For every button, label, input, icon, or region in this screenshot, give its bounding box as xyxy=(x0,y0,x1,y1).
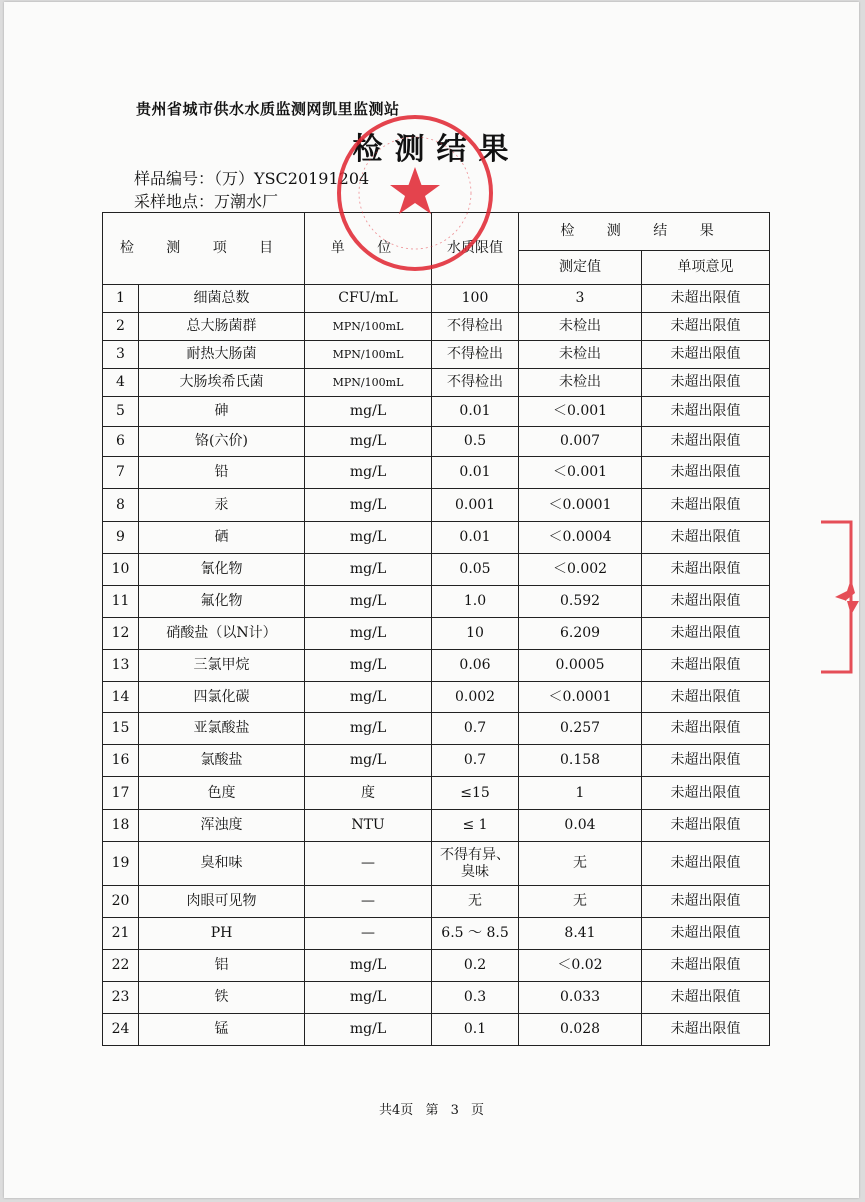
row-number: 1 xyxy=(103,285,139,313)
single-opinion: 未超出限值 xyxy=(642,777,770,810)
table-row xyxy=(103,313,770,341)
limit-value: 0.7 xyxy=(432,713,519,745)
table-row xyxy=(103,554,770,586)
table-row xyxy=(103,427,770,457)
table-row xyxy=(103,918,770,950)
table-row xyxy=(103,886,770,918)
test-item: 肉眼可见物 xyxy=(139,886,305,918)
row-number: 20 xyxy=(103,886,139,918)
limit-value: 0.001 xyxy=(432,489,519,522)
row-number: 5 xyxy=(103,397,139,427)
table-row xyxy=(103,489,770,522)
single-opinion: 未超出限值 xyxy=(642,650,770,682)
measured-value: 未检出 xyxy=(519,369,642,397)
header-limit: 水质限值 xyxy=(432,213,519,285)
row-number: 15 xyxy=(103,713,139,745)
table-row xyxy=(103,522,770,554)
limit-value: 100 xyxy=(432,285,519,313)
unit: mg/L xyxy=(305,457,432,489)
table-row xyxy=(103,341,770,369)
header-item: 检 测 项 目 xyxy=(103,213,305,285)
row-number: 6 xyxy=(103,427,139,457)
measured-value: 0.033 xyxy=(519,982,642,1014)
single-opinion: 未超出限值 xyxy=(642,313,770,341)
document-page xyxy=(4,2,859,1198)
table-row xyxy=(103,586,770,618)
measured-value: 8.41 xyxy=(519,918,642,950)
single-opinion: 未超出限值 xyxy=(642,586,770,618)
measured-value: 6.209 xyxy=(519,618,642,650)
test-item: 铬(六价) xyxy=(139,427,305,457)
limit-value: 0.06 xyxy=(432,650,519,682)
table-row xyxy=(103,650,770,682)
header-opinion: 单项意见 xyxy=(642,251,770,285)
limit-value: 0.3 xyxy=(432,982,519,1014)
row-number: 11 xyxy=(103,586,139,618)
row-number: 13 xyxy=(103,650,139,682)
unit: mg/L xyxy=(305,618,432,650)
header-results: 检 测 结 果 xyxy=(519,213,770,251)
table-row xyxy=(103,810,770,842)
single-opinion: 未超出限值 xyxy=(642,950,770,982)
limit-value: 10 xyxy=(432,618,519,650)
test-item: 铝 xyxy=(139,950,305,982)
measured-value: 0.257 xyxy=(519,713,642,745)
test-item: 氟化物 xyxy=(139,586,305,618)
unit: CFU/mL xyxy=(305,285,432,313)
page-footer xyxy=(4,1099,859,1118)
limit-value: 不得检出 xyxy=(432,313,519,341)
unit: mg/L xyxy=(305,982,432,1014)
single-opinion: 未超出限值 xyxy=(642,457,770,489)
unit: — xyxy=(305,842,432,886)
single-opinion: 未超出限值 xyxy=(642,618,770,650)
unit: — xyxy=(305,886,432,918)
measured-value: ＜0.002 xyxy=(519,554,642,586)
single-opinion: 未超出限值 xyxy=(642,682,770,713)
row-number: 24 xyxy=(103,1014,139,1046)
unit: MPN/100mL xyxy=(305,341,432,369)
single-opinion: 未超出限值 xyxy=(642,745,770,777)
test-item: 四氯化碳 xyxy=(139,682,305,713)
unit: NTU xyxy=(305,810,432,842)
table-row xyxy=(103,745,770,777)
measured-value: 0.158 xyxy=(519,745,642,777)
row-number: 3 xyxy=(103,341,139,369)
test-item: 铅 xyxy=(139,457,305,489)
test-item: 大肠埃希氏菌 xyxy=(139,369,305,397)
unit: mg/L xyxy=(305,522,432,554)
table-row xyxy=(103,285,770,313)
single-opinion: 未超出限值 xyxy=(642,810,770,842)
single-opinion: 未超出限值 xyxy=(642,285,770,313)
single-opinion: 未超出限值 xyxy=(642,842,770,886)
limit-value: 不得有异、臭味 xyxy=(432,842,519,886)
limit-value: 0.01 xyxy=(432,457,519,489)
row-number: 4 xyxy=(103,369,139,397)
single-opinion: 未超出限值 xyxy=(642,489,770,522)
row-number: 22 xyxy=(103,950,139,982)
limit-value: 0.5 xyxy=(432,427,519,457)
test-item: 硒 xyxy=(139,522,305,554)
results-table xyxy=(102,212,770,1046)
unit: — xyxy=(305,918,432,950)
row-number: 21 xyxy=(103,918,139,950)
limit-value: 无 xyxy=(432,886,519,918)
single-opinion: 未超出限值 xyxy=(642,713,770,745)
unit: mg/L xyxy=(305,713,432,745)
table-row xyxy=(103,777,770,810)
measured-value: ＜0.0001 xyxy=(519,489,642,522)
unit: MPN/100mL xyxy=(305,369,432,397)
limit-value: 6.5 ～ 8.5 xyxy=(432,918,519,950)
measured-value: ＜0.02 xyxy=(519,950,642,982)
unit: mg/L xyxy=(305,745,432,777)
table-row xyxy=(103,1014,770,1046)
seam-seal xyxy=(811,517,859,677)
test-item: 三氯甲烷 xyxy=(139,650,305,682)
limit-value: 0.01 xyxy=(432,397,519,427)
unit: mg/L xyxy=(305,1014,432,1046)
row-number: 10 xyxy=(103,554,139,586)
table-row xyxy=(103,982,770,1014)
measured-value: 0.028 xyxy=(519,1014,642,1046)
row-number: 16 xyxy=(103,745,139,777)
unit: mg/L xyxy=(305,554,432,586)
test-item: 细菌总数 xyxy=(139,285,305,313)
row-number: 12 xyxy=(103,618,139,650)
measured-value: ＜0.0001 xyxy=(519,682,642,713)
unit: mg/L xyxy=(305,586,432,618)
limit-value: 0.7 xyxy=(432,745,519,777)
measured-value: ＜0.001 xyxy=(519,457,642,489)
test-item: 锰 xyxy=(139,1014,305,1046)
test-item: 色度 xyxy=(139,777,305,810)
test-item: 浑浊度 xyxy=(139,810,305,842)
row-number: 7 xyxy=(103,457,139,489)
measured-value: 无 xyxy=(519,886,642,918)
single-opinion: 未超出限值 xyxy=(642,1014,770,1046)
single-opinion: 未超出限值 xyxy=(642,427,770,457)
limit-value: 1.0 xyxy=(432,586,519,618)
test-item: 耐热大肠菌 xyxy=(139,341,305,369)
unit: MPN/100mL xyxy=(305,313,432,341)
sample-number: 样品编号：（万）YSC20191204 xyxy=(134,169,370,188)
table-row xyxy=(103,397,770,427)
table-row xyxy=(103,457,770,489)
test-item: 氰化物 xyxy=(139,554,305,586)
row-number: 9 xyxy=(103,522,139,554)
limit-value: 0.2 xyxy=(432,950,519,982)
header-measured: 测定值 xyxy=(519,251,642,285)
row-number: 14 xyxy=(103,682,139,713)
table-row xyxy=(103,369,770,397)
organization-name: 贵州省城市供水水质监测网凯里监测站 xyxy=(136,100,400,118)
unit: mg/L xyxy=(305,950,432,982)
header-unit: 单 位 xyxy=(305,213,432,285)
table-row xyxy=(103,682,770,713)
test-item: PH xyxy=(139,918,305,950)
sampling-site: 采样地点：万潮水厂 xyxy=(134,192,279,211)
test-item: 硝酸盐（以N计） xyxy=(139,618,305,650)
limit-value: 不得检出 xyxy=(432,341,519,369)
measured-value: 未检出 xyxy=(519,313,642,341)
single-opinion: 未超出限值 xyxy=(642,341,770,369)
row-number: 17 xyxy=(103,777,139,810)
measured-value: ＜0.001 xyxy=(519,397,642,427)
measured-value: 0.04 xyxy=(519,810,642,842)
row-number: 19 xyxy=(103,842,139,886)
single-opinion: 未超出限值 xyxy=(642,554,770,586)
single-opinion: 未超出限值 xyxy=(642,982,770,1014)
measured-value: ＜0.0004 xyxy=(519,522,642,554)
measured-value: 0.592 xyxy=(519,586,642,618)
limit-value: 0.1 xyxy=(432,1014,519,1046)
single-opinion: 未超出限值 xyxy=(642,397,770,427)
test-item: 砷 xyxy=(139,397,305,427)
page-number: 第 3 页 xyxy=(425,1103,484,1118)
measured-value: 0.007 xyxy=(519,427,642,457)
limit-value: 0.01 xyxy=(432,522,519,554)
unit: mg/L xyxy=(305,397,432,427)
limit-value: ≤15 xyxy=(432,777,519,810)
unit: mg/L xyxy=(305,489,432,522)
table-row xyxy=(103,713,770,745)
limit-value: 不得检出 xyxy=(432,369,519,397)
limit-value: ≤ 1 xyxy=(432,810,519,842)
test-item: 总大肠菌群 xyxy=(139,313,305,341)
single-opinion: 未超出限值 xyxy=(642,369,770,397)
total-pages: 共4页 xyxy=(379,1103,414,1118)
limit-value: 0.002 xyxy=(432,682,519,713)
single-opinion: 未超出限值 xyxy=(642,918,770,950)
row-number: 23 xyxy=(103,982,139,1014)
unit: mg/L xyxy=(305,427,432,457)
measured-value: 无 xyxy=(519,842,642,886)
measured-value: 3 xyxy=(519,285,642,313)
table-row xyxy=(103,842,770,886)
measured-value: 未检出 xyxy=(519,341,642,369)
test-item: 臭和味 xyxy=(139,842,305,886)
table-row xyxy=(103,950,770,982)
page-title: 检测结果 xyxy=(352,132,521,167)
unit: mg/L xyxy=(305,650,432,682)
single-opinion: 未超出限值 xyxy=(642,522,770,554)
single-opinion: 未超出限值 xyxy=(642,886,770,918)
test-item: 铁 xyxy=(139,982,305,1014)
row-number: 8 xyxy=(103,489,139,522)
measured-value: 1 xyxy=(519,777,642,810)
test-item: 氯酸盐 xyxy=(139,745,305,777)
measured-value: 0.0005 xyxy=(519,650,642,682)
row-number: 18 xyxy=(103,810,139,842)
test-item: 汞 xyxy=(139,489,305,522)
test-item: 亚氯酸盐 xyxy=(139,713,305,745)
row-number: 2 xyxy=(103,313,139,341)
limit-value: 0.05 xyxy=(432,554,519,586)
table-row xyxy=(103,618,770,650)
unit: mg/L xyxy=(305,682,432,713)
unit: 度 xyxy=(305,777,432,810)
